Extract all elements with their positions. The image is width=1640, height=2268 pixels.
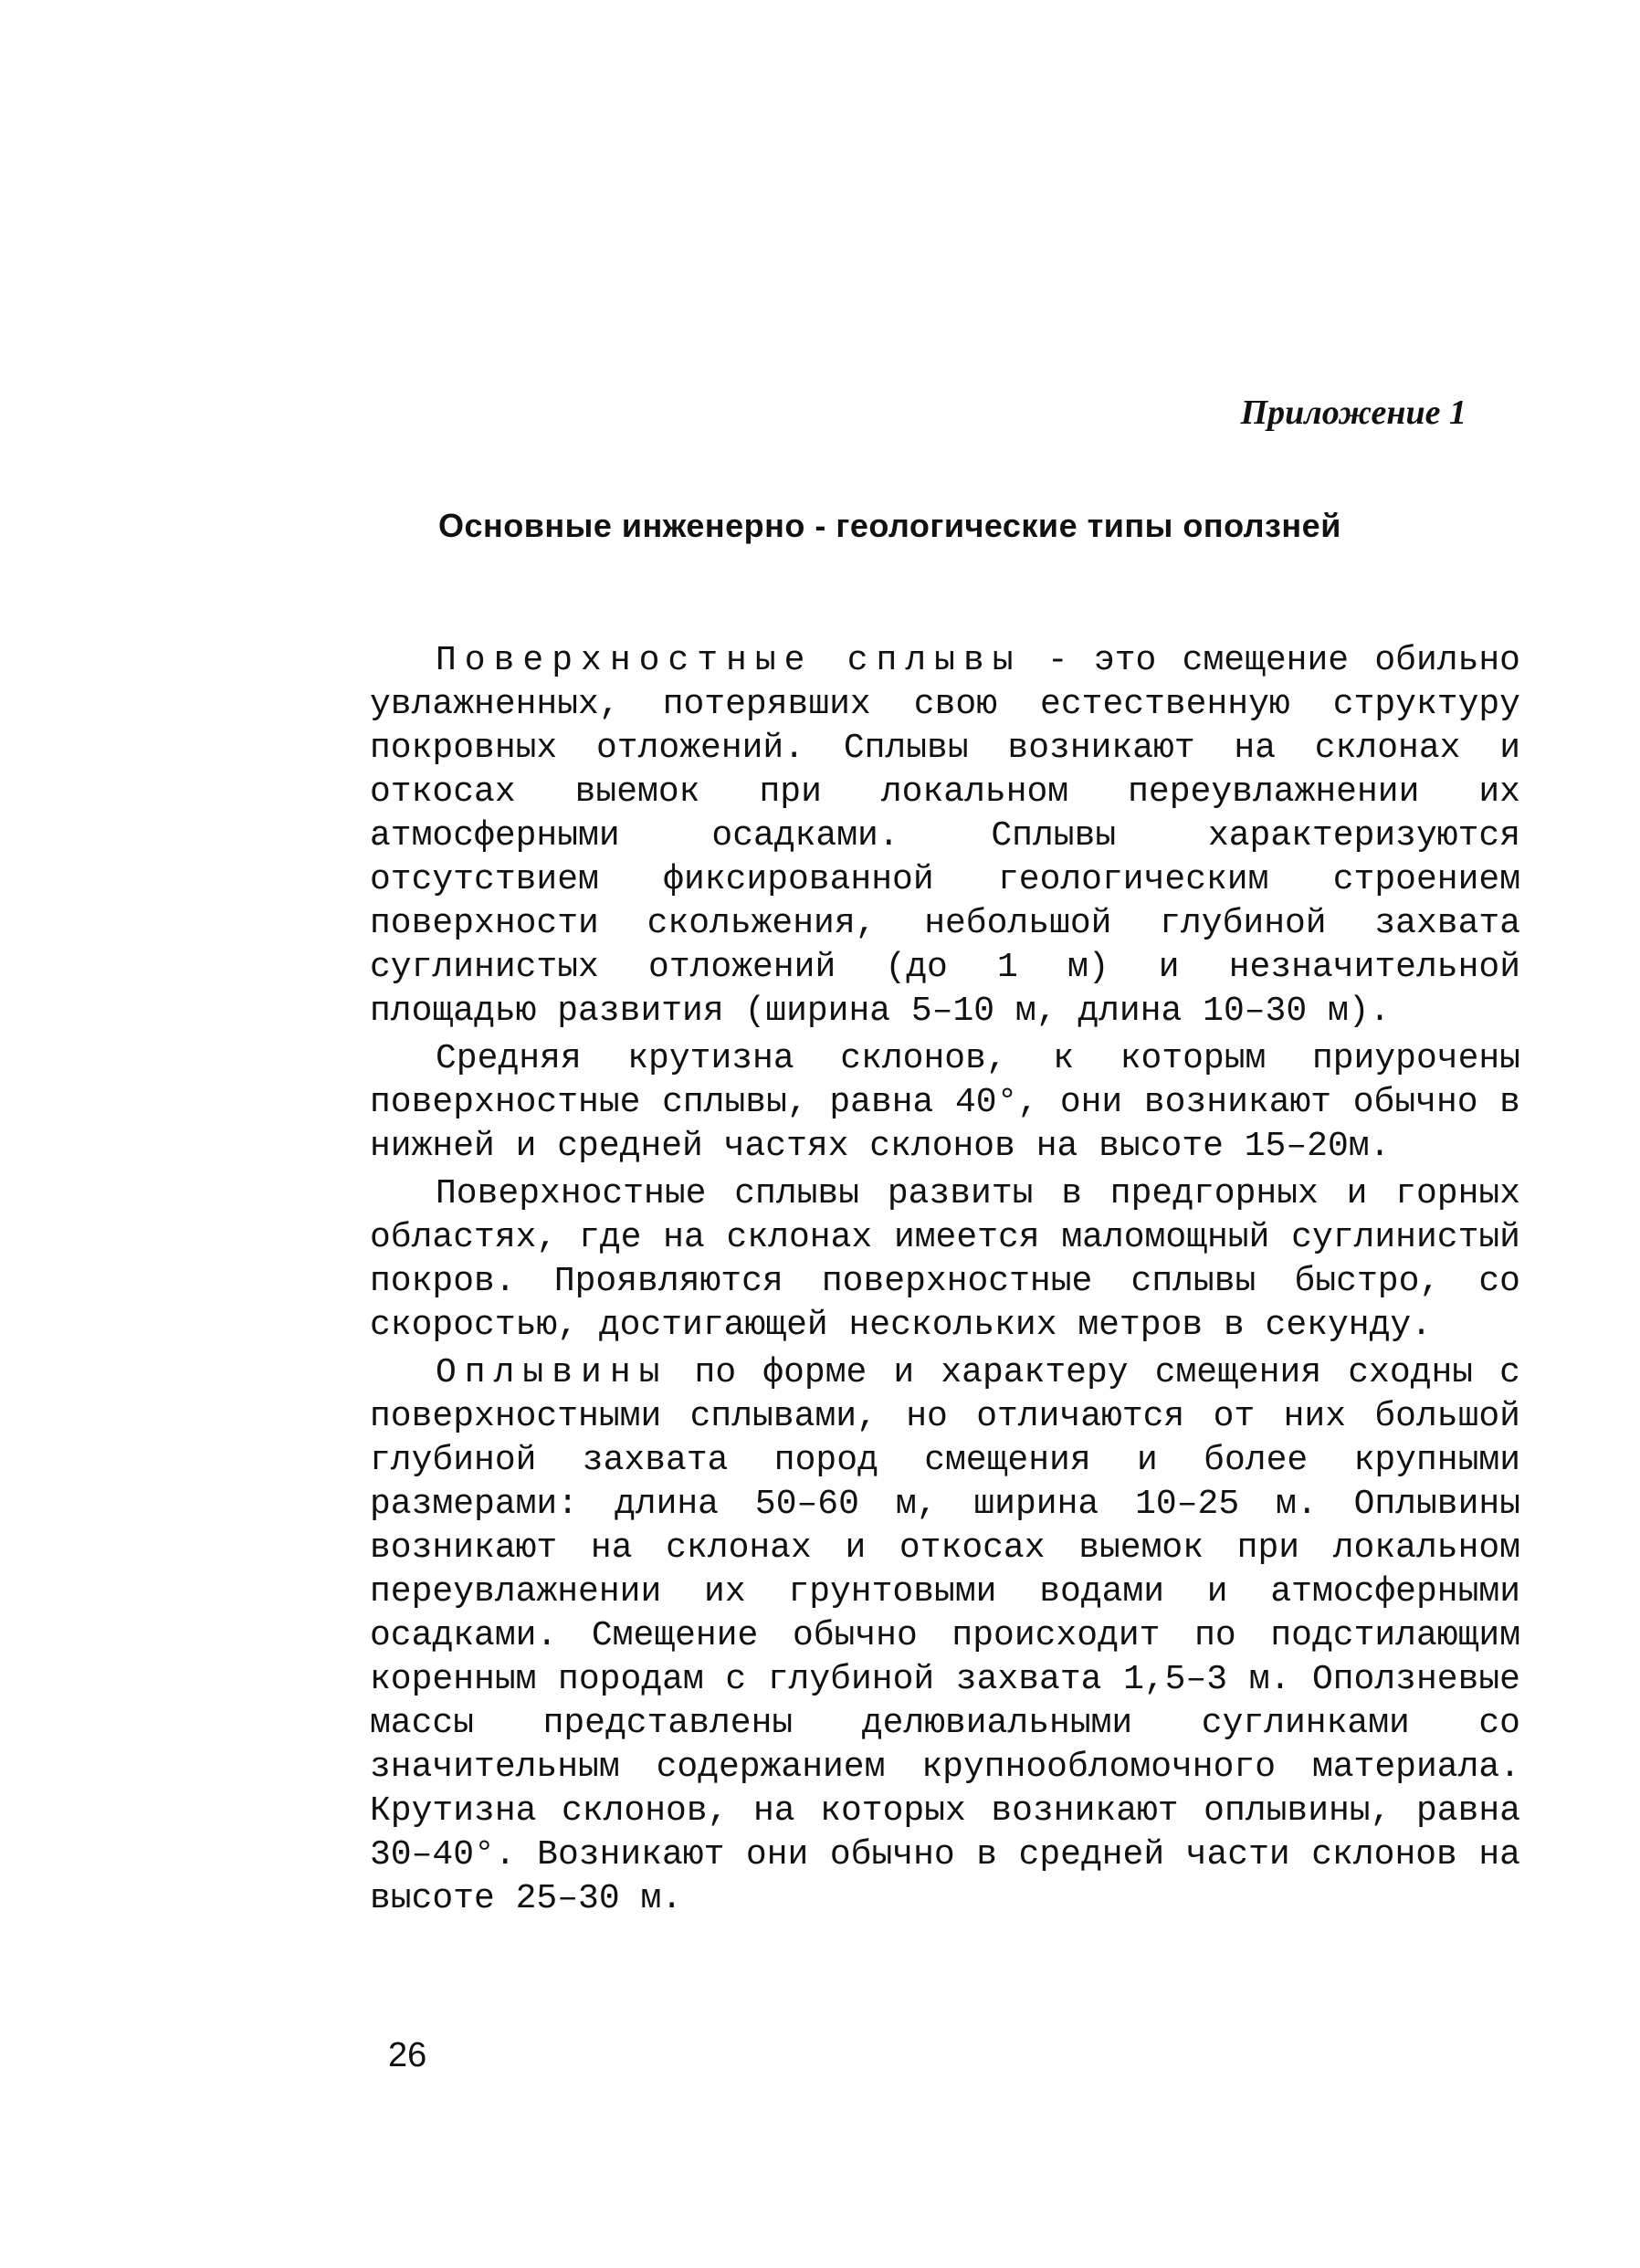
appendix-label: Приложение 1 <box>1240 394 1467 432</box>
paragraph-text: по форме и характеру смещения сходны с поверхностными сплывами, но отличаются от них большой глубиной захвата пород смещения и более крупными размерами: длина 50–60 м, ширина 10–25 м. Оплывины возникают на склонах и откосах выемок при локальном переувлажнении их грунтовыми водами и атмосферными осадками. Смещение обычно происходит по подстилающим коренным породам с глубиной захвата 1,5–3 м. Оползневые массы представлены делювиальными суглинками со значительным содержанием крупнообломочного материала. Крутизна склонов, на которых возникают оплывины, равна 30–40°. Возникают они обычно в средней части склонов на высоте 25–30 м. <box>370 1353 1520 1918</box>
paragraph-surface-flows <box>370 639 1520 1034</box>
term-surface-flows: Поверхностные сплывы <box>436 641 1022 680</box>
page-number: 26 <box>388 2036 427 2074</box>
paragraph-distribution <box>370 1172 1520 1348</box>
paragraph-oplyviny <box>370 1351 1520 1921</box>
paragraph-text: Средняя крутизна склонов, к которым приурочены поверхностные сплывы, равна 40°, они возникают обычно в нижней и средней частях склонов на высоте 15–20м. <box>370 1039 1520 1166</box>
paragraph-slope-steepness <box>370 1037 1520 1169</box>
paragraph-text: Поверхностные сплывы развиты в предгорных и горных областях, где на склонах имеется маломощный суглинистый покров. Проявляются поверхностные сплывы быстро, со скоростью, достигающей нескольких метров в секунду. <box>370 1174 1520 1345</box>
term-oplyviny: Оплывины <box>436 1353 668 1392</box>
body-text <box>370 639 1520 1925</box>
paragraph-text: - это смещение обильно увлажненных, потерявших свою естественную структуру покровных отложений. Сплывы возникают на склонах и откосах выемок при локальном переувлажнении их атмосферными осадками. Сплывы характеризуются отсутствием фиксированной геологическим строением поверхности скольжения, небольшой глубиной захвата суглинистых отложений (до 1 м) и незначительной площадью развития (ширина 5–10 м, длина 10–30 м). <box>370 641 1520 1031</box>
document-title: Основные инженерно - геологические типы оползней <box>438 507 1341 544</box>
